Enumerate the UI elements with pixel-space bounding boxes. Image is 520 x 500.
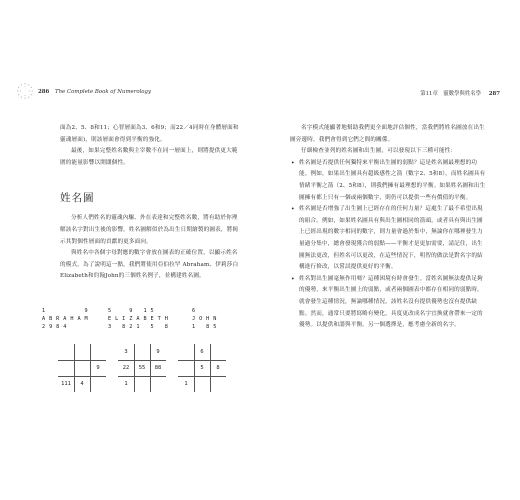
name-letter-row-cell: I [122, 316, 126, 322]
name-letter-row-cell: E [107, 316, 112, 322]
section-heading: 姓名圖 [60, 192, 95, 205]
name-letter-row-cell: E [150, 316, 154, 322]
left-page-number: 286 [38, 89, 50, 95]
grid-cell [134, 376, 150, 392]
grid-cell [58, 360, 74, 376]
consonant-number-row [40, 324, 90, 330]
body-paragraph: 面為2、5、8和11；心智層面為3、6和9；而22／4同時在身體層面和靈魂層面)，則該層面會得到平衡的強化。 [60, 125, 239, 143]
name-letter-row [106, 316, 170, 322]
grid-cell: 9 [96, 365, 100, 371]
consonant-number-row-cell: 1 [191, 324, 196, 330]
starburst-ornament-icon [16, 82, 34, 100]
grid-cell [90, 344, 106, 360]
grid-cell: 1 [184, 381, 188, 387]
left-page-body [60, 123, 242, 283]
name-letter-row-cell: N [213, 316, 217, 322]
name-chart-john [178, 344, 226, 392]
grid-cell [210, 376, 226, 392]
grid-cell [150, 376, 166, 392]
name-letter-row-cell: L [115, 316, 119, 322]
vowel-number-row-cell: 9 [84, 308, 88, 314]
book-title: The Complete Book of Numerology [54, 89, 152, 95]
consonant-number-row-cell: 2 [41, 324, 46, 330]
name-chart-elizabeth [118, 344, 166, 392]
grid-cell: 22 [122, 365, 130, 371]
bullet-item: • 姓名圖是否增強了出生圖上已經存在的任何力量？這處生了最不希望出現的組合。例如，如果姓名圖具有與出生圖相同的箭頭，或者具有與出生圖上已經出現的數字相同的數字，則力量會過於集中，無論你在哪裡發生力量過分集中，總會發現獲合的弱點——平衡才是更加需要，請記住，出生圖無法更改，但姓名可以更改，在這些情況下，明智的做法是對名字的結構進行修改，以嘗試提供更好的平衡。 [290, 204, 486, 274]
bullet-item: • 姓名圖是否提供任何獨特來平衡出生圖的弱點？這是姓名圖最理想的功能。例如，如果出生圖具有超級感性之箭（數字2、5和8），而姓名圖具有情緒平衡之箭（2、5和8），則我們擁有最理想的平衡。如果姓名圖和出生圖擁有都上只有一個或兩個數字，則仍可以提供一些有價值的平衡。 [290, 158, 486, 204]
name-letter-row-cell: H [164, 316, 168, 322]
vowel-number-row-cell: 9 [129, 308, 133, 314]
body-paragraph: 與姓名中各個字母對應的數字會放在圖表的正確位置，以顯示姓名的模式。為了說明這一點，我們將使用亞伯拉罕 Abraham、伊莉莎白 Elizabeth和約翰John的三個姓名例子，並構建姓名圖。 [60, 250, 239, 280]
consonant-number-row-cell: 8 [164, 324, 168, 330]
consonant-number-row-cell: 9 [49, 324, 53, 330]
name-chart-abraham [58, 344, 106, 392]
chapter-title: 第11章 靈數學與姓名學 [420, 91, 482, 97]
consonant-number-row-cell: 4 [63, 324, 67, 330]
grid-cell: 4 [80, 381, 84, 387]
name-letter-row-cell: A [41, 316, 46, 322]
grid-cell: 8 [216, 365, 220, 371]
bullet-item: • 姓名對出生圖毫無作用嗎？這種困境有時會發生。當姓名圖無法提供足夠的優勢，來平衡出生圖上的弱點，或者兩個圖表中都存在相同的弱點時，就會發生這種情況，無論哪種情況，該姓名沒有提供優勢也沒有提供缺點。然而，通常只要將寫略有變化，具度更改成名字宜換就會帶來一定的優勢。以提供和諧與平衡。另一個選擇是，應考慮全新的名字。 [290, 274, 486, 332]
grid-cell [74, 360, 90, 376]
consonant-number-row-cell: 5 [150, 324, 154, 330]
grid-cell: 1 [124, 381, 128, 387]
vowel-number-row [40, 308, 90, 314]
name-letter-row-cell: Z [129, 316, 133, 322]
vowel-number-row-cell: 1 [143, 308, 147, 314]
right-page-number: 287 [488, 91, 500, 97]
grid-cell [134, 344, 150, 360]
body-paragraph: 最後，如果完整姓名數與主宰數不在同一層面上，則將提供更大範圍的能量影響以開闊個性。 [60, 148, 238, 166]
name-letter-row-cell: H [206, 316, 210, 322]
left-page-header [38, 89, 151, 95]
vowel-number-row-cell: 5 [107, 308, 112, 314]
name-letter-row-cell: H [70, 316, 74, 322]
grid-cell [178, 360, 194, 376]
name-letter-row [190, 316, 218, 322]
bullet-list [290, 158, 486, 332]
grid-cell [90, 376, 106, 392]
name-letter-row-cell: R [56, 316, 60, 322]
grid-cell: 5 [200, 365, 204, 371]
name-letter-row-cell: B [143, 316, 147, 322]
name-letter-row-cell: A [63, 316, 67, 322]
grid-cell: 111 [61, 381, 71, 387]
consonant-number-row-cell: 3 [107, 324, 112, 330]
vowel-number-row-cell: 1 [41, 308, 46, 314]
grid-cell: 88 [154, 365, 162, 371]
vowel-number-row-cell: 5 [150, 308, 154, 314]
body-paragraph: 仔細檢查並列的姓名圖和出生圖，可以發現以下三種可能性： [301, 148, 457, 155]
grid-cell: 9 [156, 349, 160, 355]
grid-cell [178, 344, 194, 360]
grid-cell: 6 [200, 349, 204, 355]
consonant-number-row [106, 324, 170, 330]
name-letter-row-cell: M [84, 316, 88, 322]
vowel-number-row-cell: 6 [191, 308, 196, 314]
name-letter-row [40, 316, 90, 322]
vowel-number-row [190, 308, 218, 314]
consonant-number-row-cell: 8 [206, 324, 210, 330]
grid-cell: 3 [124, 349, 128, 355]
name-letter-row-cell: B [49, 316, 53, 322]
grid-cell [74, 344, 90, 360]
name-number-rows [40, 308, 230, 338]
grid-cell [210, 344, 226, 360]
grid-cell [58, 344, 74, 360]
name-letter-row-cell: O [199, 316, 203, 322]
name-letter-row-cell: J [191, 316, 196, 322]
body-paragraph: 名字模式能顯著地幫助我們更全面地評估個性，當我們將姓名圖放在出生圖旁邊時，我們會得到它們之間的關係。 [290, 125, 485, 143]
consonant-number-row-cell: 8 [122, 324, 126, 330]
name-letter-row-cell: A [136, 316, 140, 322]
body-paragraph: 分析人們姓名的靈魂內驅、外在表達和完整姓名數，將有助於你理解該名字對出生後的影響。姓名圖解似於為出生日期繪製的圖表，將揭示其對個性層面的貢獻的更多面向。 [60, 215, 239, 245]
name-letter-row-cell: A [77, 316, 81, 322]
vowel-number-row [106, 308, 170, 314]
name-letter-row-cell: T [157, 316, 161, 322]
grid-cell: 55 [138, 365, 146, 371]
consonant-number-row-cell: 8 [56, 324, 60, 330]
consonant-number-row-cell: 1 [136, 324, 140, 330]
grid-cell [194, 376, 210, 392]
right-page-body [290, 123, 486, 332]
consonant-number-row [190, 324, 218, 330]
consonant-number-row-cell: 2 [129, 324, 133, 330]
consonant-number-row-cell: 5 [213, 324, 217, 330]
right-page-header [420, 89, 500, 97]
